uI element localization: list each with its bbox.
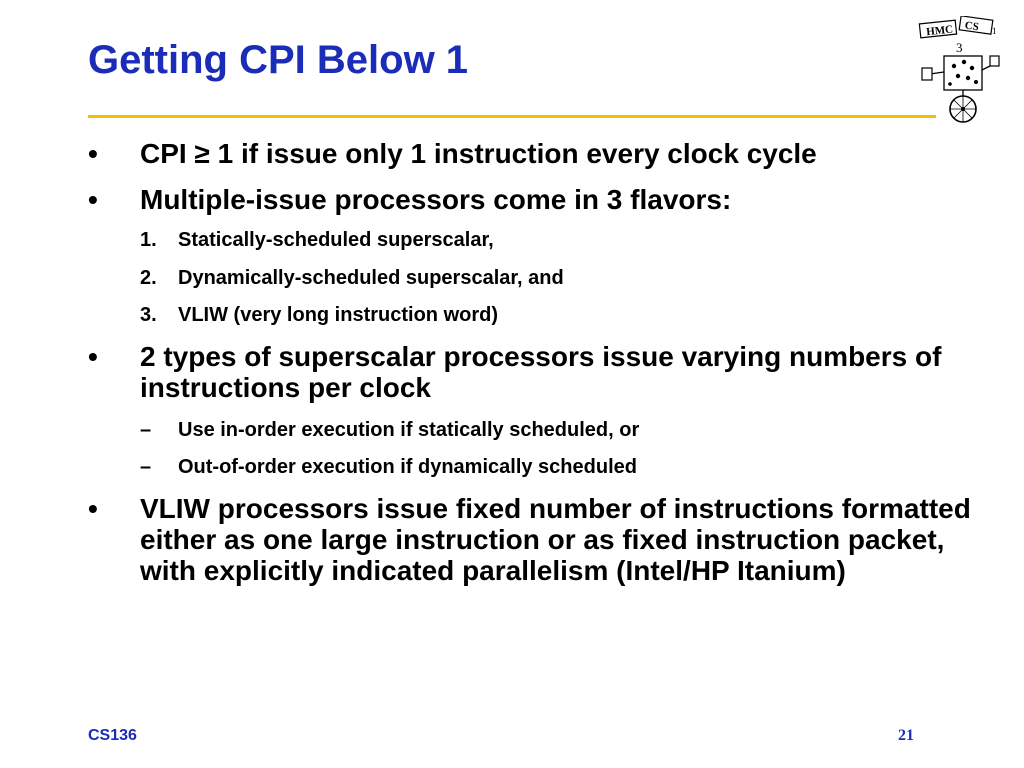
dash-text: Use in-order execution if statically scheduled, or: [178, 419, 640, 441]
bullet-text: Multiple-issue processors come in 3 flavors:: [140, 184, 732, 215]
number-marker: 1.: [140, 229, 157, 251]
footer-page-number: 21: [898, 727, 914, 744]
number-marker: 2.: [140, 267, 157, 289]
logo-text-left: HMC: [925, 23, 954, 39]
slide-title: Getting CPI Below 1: [88, 38, 469, 82]
numbered-text: VLIW (very long instruction word): [178, 304, 498, 326]
number-marker: 3.: [140, 304, 157, 326]
dash-text: Out-of-order execution if dynamically scheduled: [178, 456, 637, 478]
bullet-text: 2 types of superscalar processors issue varying numbers of instructions per clock: [140, 341, 942, 403]
numbered-text: Statically-scheduled superscalar,: [178, 229, 494, 251]
logo-text-right: CS: [963, 19, 980, 34]
bullet-marker: •: [88, 493, 98, 524]
numbered-text: Dynamically-scheduled superscalar, and: [178, 267, 564, 289]
logo-numeral: 3: [956, 40, 963, 55]
bullet-text: CPI ≥ 1 if issue only 1 instruction every clock cycle: [140, 138, 817, 169]
bullet-text: VLIW processors issue fixed number of instructions formatted either as one large instruction or as fixed instruction packet, with explicitly indicated parallelism (Intel/HP Itanium): [140, 493, 971, 586]
logo-small-digit: 1: [992, 26, 997, 36]
bullet-marker: •: [88, 184, 98, 215]
dash-marker: –: [140, 456, 152, 478]
footer-course: CS136: [88, 727, 137, 744]
bullet-marker: •: [88, 341, 98, 372]
dash-marker: –: [140, 419, 152, 441]
bullet-marker: •: [88, 138, 98, 169]
